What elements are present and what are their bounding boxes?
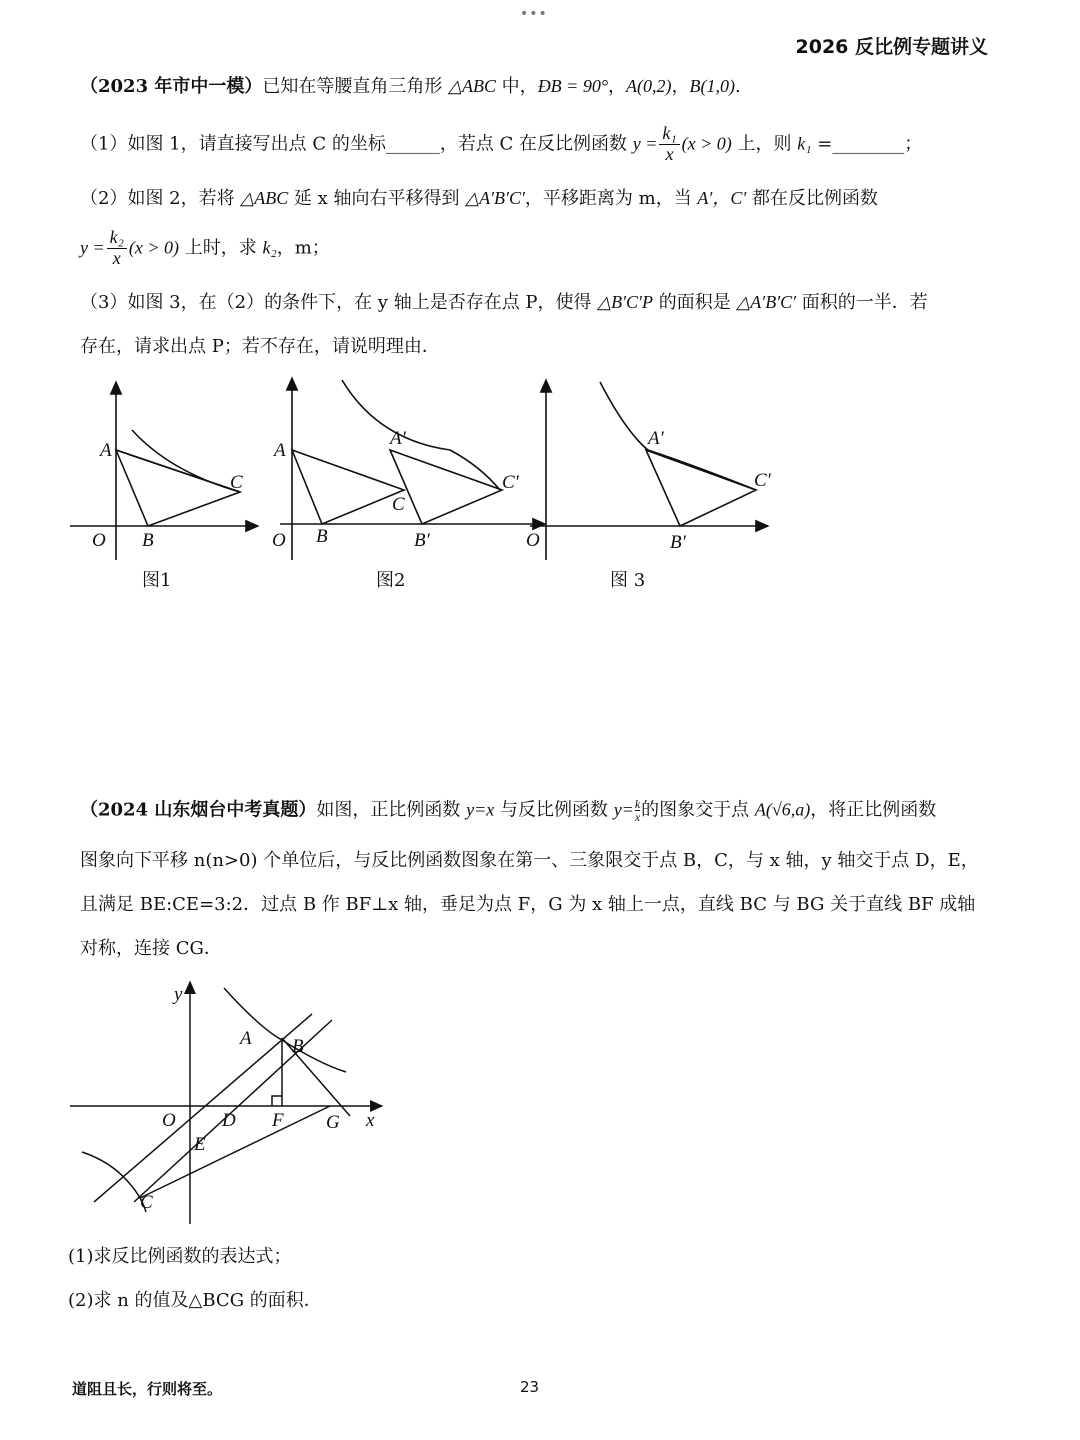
q2-cond: (x > 0) [128, 237, 180, 258]
p1-question1 [80, 124, 922, 165]
footer-motto: 道阻且长，行则将至。 [72, 1380, 223, 1398]
p2-l1-b: 与反比例函数 [494, 799, 614, 821]
p2-line1 [80, 798, 936, 823]
p1-mid: 中， [495, 76, 538, 97]
p2-label-y: y [174, 984, 183, 1005]
q1-cond: (x > 0) [681, 133, 732, 154]
q2-points: A′，C′ [697, 188, 747, 208]
p2-label-g: G [326, 1112, 340, 1133]
fig2-triangle-abc [292, 450, 404, 524]
p1-end: . [735, 76, 741, 97]
q2-text-f: ，m； [276, 237, 330, 259]
p2-l1-c: 的图象交于点 [641, 799, 755, 821]
q3-tri2: △A′B′C′ [736, 292, 797, 312]
q2-k: k₂ [262, 237, 277, 258]
p2-source: （2024 山东烟台中考真题） [80, 799, 317, 821]
q2-tri2: △A′B′C′ [465, 188, 525, 208]
q3-tri1: △B′C′P [597, 292, 653, 312]
p2-frac-den: x [634, 810, 641, 824]
q2-text-b: 延 x 轴向右平移得到 [288, 188, 466, 209]
p1-sep1: ， [608, 76, 627, 97]
p2-right-angle [272, 1096, 282, 1106]
fig1-label-o: O [92, 530, 106, 551]
q1-frac-num: k₁ [659, 124, 679, 145]
q2-frac-num: k₂ [107, 228, 127, 249]
p1-figures [60, 370, 780, 560]
fig2-label-c-prime: C′ [502, 472, 519, 493]
p1-question3 [80, 292, 928, 314]
p2-figure-lines [70, 982, 382, 1224]
page-number: 23 [520, 1378, 540, 1396]
p2-question2: (2)求 n 的值及△BCG 的面积． [68, 1290, 322, 1311]
fig3-label-b-prime: B′ [670, 532, 686, 553]
p2-label-a: A [240, 1028, 252, 1049]
p2-l1-a: 如图，正比例函数 [316, 799, 467, 821]
window-dots: ••• [520, 6, 548, 22]
fig3-line-ac [646, 450, 756, 490]
q1-text-b: 上，则 [731, 133, 798, 155]
p2-frac-num: k [634, 797, 641, 811]
p2-l1-d: ，将正比例函数 [810, 799, 937, 821]
caption-fig2: 图2 [376, 570, 406, 591]
p1-point-a: A(0,2) [626, 76, 672, 96]
p2-label-f: F [272, 1110, 284, 1131]
fig3-curve [600, 382, 756, 490]
p1-question2-cont [80, 228, 330, 269]
q2-text-c: ，平移距离为 m，当 [524, 188, 698, 209]
p2-point-a: A(√6,a) [754, 799, 811, 820]
fig2-label-a-prime: A′ [390, 428, 406, 449]
p1-intro: 已知在等腰直角三角形 [262, 76, 449, 97]
fig3-triangle [646, 450, 756, 526]
p2-label-c: C [140, 1192, 153, 1213]
p1-question2 [80, 188, 878, 210]
q1-y: y = [632, 133, 658, 154]
p2-l1-f1: y=x [466, 799, 495, 820]
fig2-label-c: C [392, 494, 405, 515]
p1-sep2: ， [671, 76, 690, 97]
p1-line1 [80, 76, 741, 98]
page-header-title: 2026 反比例专题讲义 [795, 36, 988, 58]
p2-label-b: B [292, 1036, 304, 1057]
fig2-label-o: O [272, 530, 286, 551]
q2-tri1: △ABC [240, 188, 289, 208]
p2-curve-q3 [82, 1152, 146, 1212]
fig1-triangle [116, 450, 240, 526]
p1-source: （2023 年市中一模） [80, 76, 263, 97]
fig1-label-a: A [100, 440, 112, 461]
p2-label-x: x [366, 1110, 375, 1131]
p2-question1: (1)求反比例函数的表达式； [68, 1246, 292, 1267]
q1-frac-den: x [665, 143, 674, 164]
fig2-label-b: B [316, 526, 328, 547]
p2-line4: 对称，连接 CG． [80, 938, 222, 959]
p1-question3-cont: 存在，请求出点 P；若不存在，请说明理由． [80, 336, 440, 357]
fig3-label-a-prime: A′ [648, 428, 664, 449]
p2-label-d: D [222, 1110, 236, 1131]
q1-text-c: =________； [811, 133, 923, 155]
p2-small-fraction [635, 798, 640, 823]
figure-3 [530, 380, 768, 560]
q1-text-a: （1）如图 1，请直接写出点 C 的坐标______，若点 C 在反比例函数 [80, 133, 633, 155]
fig2-label-b-prime: B′ [414, 530, 430, 551]
q1-k: k₁ [797, 133, 812, 154]
p2-line-y-eq-x [94, 1014, 312, 1202]
q2-text-e: 上时，求 [179, 237, 263, 259]
fig1-label-c: C [230, 472, 243, 493]
fig2-curve [342, 380, 500, 490]
caption-fig1: 图1 [142, 570, 172, 591]
q2-text-d: 都在反比例函数 [746, 188, 879, 209]
q3-text-c: 面积的一半．若 [796, 292, 928, 313]
p2-l1-y: y= [613, 799, 634, 820]
fig1-label-b: B [142, 530, 154, 551]
p2-line2: 图象向下平移 n(n>0) 个单位后，与反比例函数图象在第一、三象限交于点 B，C，与 x 轴，y 轴交于点 D，E， [80, 850, 979, 871]
fig1-line-ac [116, 450, 240, 492]
p2-label-o: O [162, 1110, 176, 1131]
p1-point-b: B(1,0) [689, 76, 735, 96]
p2-figure [60, 976, 400, 1226]
p2-line3: 且满足 BE:CE=3:2．过点 B 作 BF⊥x 轴，垂足为点 F，G 为 x 轴上一点，直线 BC 与 BG 关于直线 BF 成轴 [80, 894, 976, 915]
fig2-triangle-abc-prime [390, 450, 502, 524]
q2-fraction [107, 228, 127, 269]
p1-angle: ÐB = 90° [537, 76, 609, 96]
q2-y: y = [80, 237, 105, 258]
q1-fraction [659, 124, 679, 165]
q2-frac-den: x [112, 247, 121, 268]
q3-text-b: 的面积是 [652, 292, 737, 313]
fig2-label-a: A [274, 440, 286, 461]
q2-text-a: （2）如图 2，若将 [80, 188, 241, 209]
q3-text-a: （3）如图 3，在（2）的条件下，在 y 轴上是否存在点 P，使得 [80, 292, 598, 313]
fig3-label-o: O [526, 530, 540, 551]
p1-triangle: △ABC [448, 76, 496, 96]
caption-fig3: 图 3 [610, 570, 646, 591]
p2-label-e: E [194, 1134, 206, 1155]
fig3-label-c-prime: C′ [754, 470, 771, 491]
